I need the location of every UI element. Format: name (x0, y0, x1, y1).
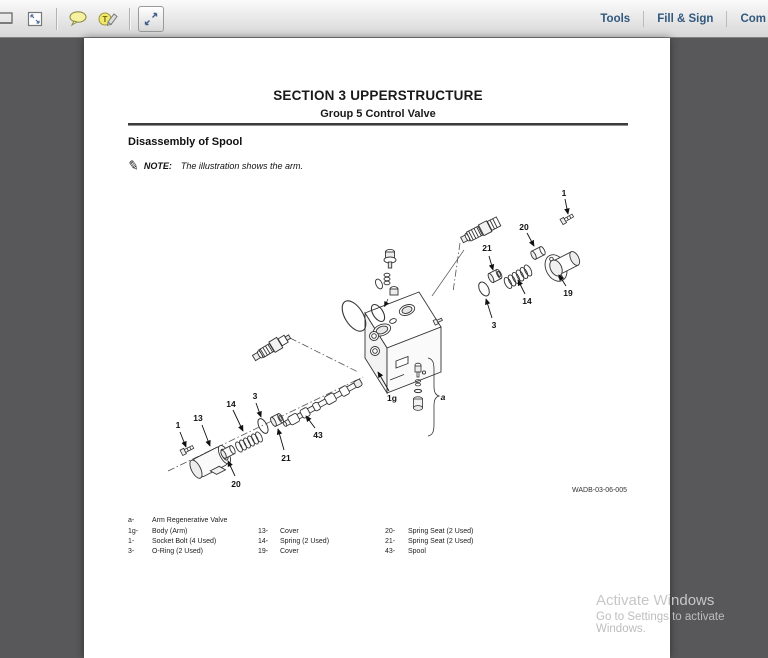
actual-size-icon (143, 11, 159, 27)
parts-row (385, 527, 473, 537)
note-text: The illustration shows the arm. (180, 160, 303, 171)
arm-regen-valve-stack (413, 363, 422, 410)
page-heading: Disassembly of Spool (128, 136, 243, 148)
fit-page-button[interactable] (22, 6, 48, 32)
part-number: 1- (128, 538, 135, 545)
highlight-text-icon (98, 10, 118, 28)
exploded-diagram (128, 180, 640, 505)
part-name: Spool (408, 548, 426, 555)
toolbar-right-group (587, 0, 768, 37)
leader-line-body-to-valve (432, 250, 464, 296)
part-number: 21- (385, 538, 396, 545)
fit-page-icon (26, 10, 44, 28)
part-name: Spring Seat (2 Used) (408, 538, 474, 545)
cover-19 (541, 244, 585, 285)
parts-column-3 (385, 527, 473, 557)
spring-seat-21-upper (487, 269, 503, 284)
highlight-text-button[interactable] (95, 6, 121, 32)
callout-a: a (440, 392, 446, 402)
tab-fill-sign[interactable]: Fill & Sign (657, 12, 714, 25)
parts-row (128, 527, 216, 537)
parts-row (258, 527, 329, 537)
callout-1-upper: 1 (561, 188, 567, 198)
part-name: Spring Seat (2 Used) (408, 528, 474, 535)
parts-list-lead (128, 516, 633, 526)
note-row (128, 159, 303, 172)
callout-3-lower: 3 (252, 391, 258, 401)
parts-row (128, 537, 216, 547)
pdf-page (84, 38, 670, 658)
section-title: SECTION 3 UPPERSTRUCTURE (273, 88, 483, 103)
callout-20-upper: 20 (519, 222, 529, 232)
toolbar (0, 0, 768, 38)
callout-21-lower: 21 (281, 453, 291, 463)
toolbar-separator (56, 8, 57, 30)
header-rule (128, 123, 628, 126)
parts-row (128, 547, 216, 557)
callout-13: 13 (193, 413, 203, 423)
right-cartridge-valve (459, 216, 501, 245)
parts-row (385, 547, 473, 557)
spring-seat-20-upper (530, 246, 547, 260)
parts-row (258, 547, 329, 557)
part-name: Spring (2 Used) (280, 538, 330, 545)
part-number: 20- (385, 528, 396, 535)
callout-14-lower: 14 (226, 399, 236, 409)
part-number: 19- (258, 548, 269, 555)
callout-21-upper: 21 (482, 243, 492, 253)
figure-code: WADB-03-06-005 (572, 487, 627, 494)
part-number: 14- (258, 538, 269, 545)
note-pencil-icon: ✎ (126, 157, 141, 174)
tab-tools[interactable]: Tools (600, 12, 631, 25)
part-number: 1g- (128, 528, 139, 535)
valve-body (365, 292, 441, 393)
part-name: Socket Bolt (4 Used) (152, 538, 217, 545)
parts-row (128, 516, 633, 526)
part-name: Arm Regenerative Valve (152, 517, 228, 524)
svg-text:T: T (102, 14, 108, 24)
document-canvas[interactable] (0, 38, 768, 658)
spool-43 (282, 378, 364, 429)
part-number: 43- (385, 548, 396, 555)
left-cartridge-valve (251, 331, 293, 363)
parts-row (258, 537, 329, 547)
part-number: 13- (258, 528, 269, 535)
parts-column-2 (258, 527, 329, 557)
callout-1-lower: 1 (175, 420, 181, 430)
callout-1g: 1g (387, 393, 397, 403)
parts-column-1 (128, 527, 216, 557)
parts-row (385, 537, 473, 547)
part-name: Cover (280, 528, 299, 535)
toolbar-left-group (0, 0, 166, 37)
o-ring-3-upper (477, 280, 492, 297)
note-label: NOTE: (143, 160, 172, 171)
part-name: Cover (280, 548, 299, 555)
socket-bolt-lower (180, 444, 194, 455)
callout-43: 43 (313, 430, 323, 440)
page-scroll-icon[interactable] (0, 6, 18, 32)
watermark-line2: Go to Settings to activate Windows. (596, 611, 725, 635)
sticky-note-button[interactable] (65, 6, 91, 32)
spring-14-lower (234, 431, 264, 453)
actual-size-button[interactable] (138, 6, 164, 32)
part-number: 3- (128, 548, 135, 555)
part-name: O-Ring (2 Used) (152, 548, 203, 555)
callout-14-upper: 14 (522, 296, 532, 306)
sticky-note-icon (68, 10, 88, 27)
toolbar-separator (129, 8, 130, 30)
part-number: a- (128, 517, 135, 524)
spring-14-upper (503, 264, 534, 290)
spring-seat-21-lower (269, 413, 284, 427)
top-valve-assembly (374, 249, 398, 306)
callout-20-lower: 20 (231, 479, 241, 489)
group-title: Group 5 Control Valve (320, 108, 436, 120)
tab-comment[interactable]: Com (740, 12, 766, 25)
callout-3-upper: 3 (491, 320, 497, 330)
page-scroll-icon-glyph (0, 10, 14, 28)
socket-bolt-upper (560, 213, 574, 225)
callout-19: 19 (563, 288, 573, 298)
part-name: Body (Arm) (152, 528, 188, 535)
watermark-line1: Activate Windows (596, 592, 715, 609)
